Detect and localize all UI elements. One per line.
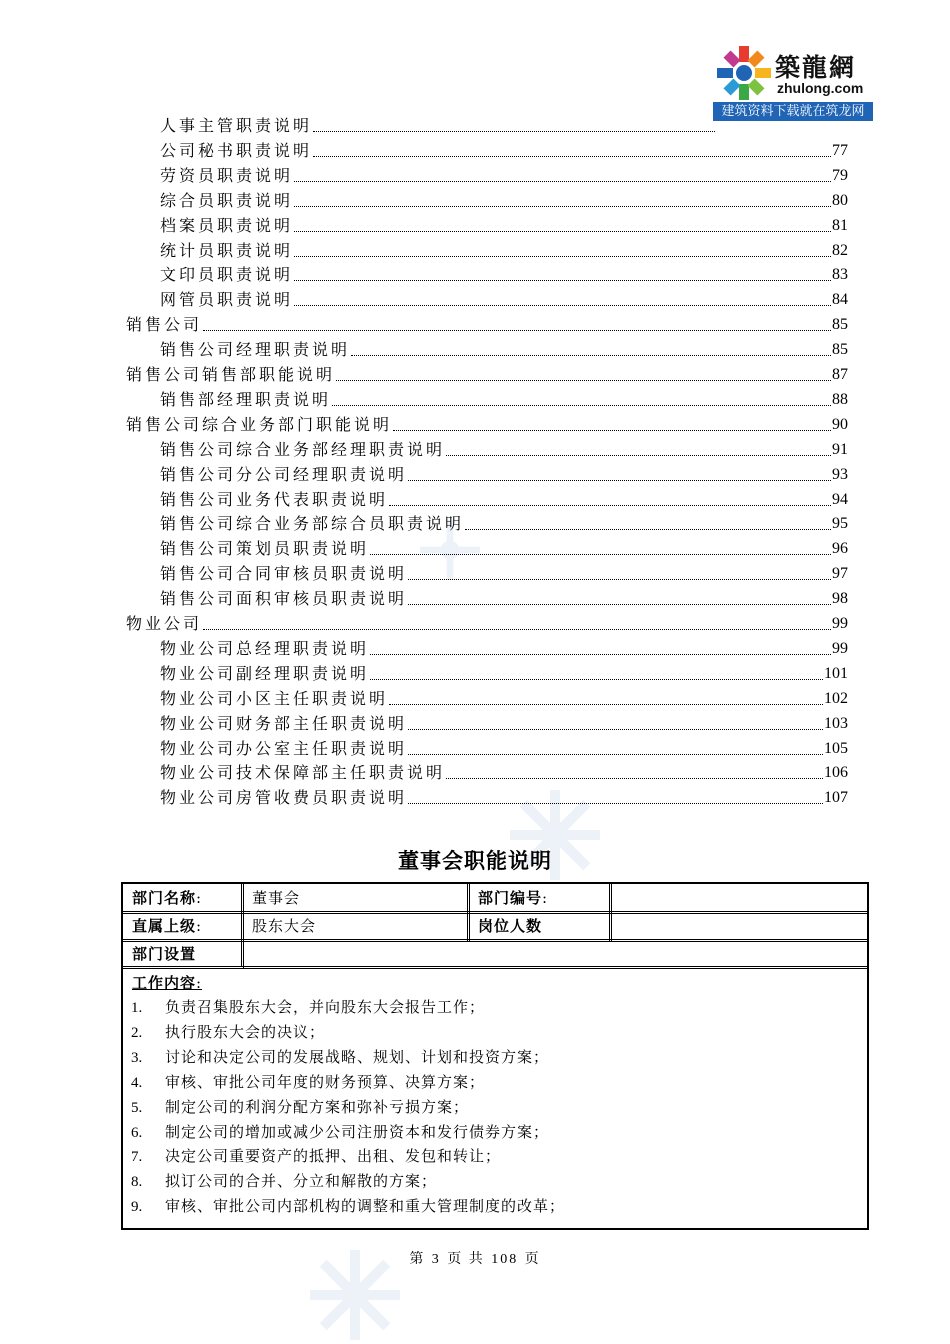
work-item-number: 4.	[131, 1074, 143, 1091]
toc-entry-page: 79	[832, 166, 848, 184]
toc-entry[interactable]	[160, 760, 848, 784]
logo-tagline: 建筑资料下载就在筑龙网	[713, 102, 873, 121]
work-item-number: 1.	[131, 1000, 143, 1016]
setup-label: 部门设置	[132, 945, 197, 963]
toc-entry[interactable]	[126, 312, 848, 336]
toc-leader-dots	[408, 728, 823, 730]
toc-entry-label: 销售公司面积审核员职责说明	[160, 589, 408, 609]
toc-entry[interactable]	[160, 213, 848, 237]
toc-leader-dots	[408, 753, 823, 755]
total-pages: 108	[491, 1252, 519, 1267]
table-divider	[123, 968, 867, 969]
table-divider	[123, 911, 867, 912]
work-item-text: 讨论和决定公司的发展战略、规划、计划和投资方案；	[165, 1047, 550, 1066]
toc-entry[interactable]	[160, 785, 848, 809]
table-divider	[241, 884, 242, 966]
toc-entry-label: 综合员职责说明	[160, 190, 294, 210]
work-item-text: 审核、审批公司年度的财务预算、决算方案；	[165, 1072, 486, 1091]
toc-entry[interactable]	[160, 536, 848, 560]
toc-entry-label: 销售公司综合业务部经理职责说明	[160, 439, 446, 459]
work-item-number: 3.	[131, 1049, 143, 1066]
toc-entry-page: 94	[832, 490, 848, 508]
toc-entry-page: 84	[832, 291, 848, 309]
toc-leader-dots	[408, 578, 831, 580]
toc-entry-label: 物业公司财务部主任职责说明	[160, 713, 408, 733]
dept-code-label-cell: 部门编号:	[478, 889, 549, 907]
page-footer: 第 3 页 共 108 页	[409, 1252, 541, 1267]
toc-entry-label: 销售公司策划员职责说明	[160, 539, 370, 559]
toc-entry-label: 销售公司综合业务部综合员职责说明	[160, 514, 465, 534]
toc-leader-dots	[336, 379, 831, 381]
department-table	[121, 882, 869, 1230]
toc-entry[interactable]	[160, 113, 716, 137]
toc-entry-page: 91	[832, 440, 848, 458]
toc-entry-label: 销售公司合同审核员职责说明	[160, 564, 408, 584]
work-item-text: 执行股东大会的决议；	[165, 1022, 326, 1041]
toc-entry-label: 公司秘书职责说明	[160, 140, 313, 160]
toc-leader-dots	[370, 678, 823, 680]
headcount-label: 岗位人数	[478, 917, 543, 935]
toc-entry-page: 83	[832, 266, 848, 284]
toc-entry-page: 80	[832, 191, 848, 209]
toc-leader-dots	[389, 703, 823, 705]
toc-entry-label: 销售部经理职责说明	[160, 389, 332, 409]
work-item-text: 审核、审批公司内部机构的调整和重大管理制度的改革；	[165, 1197, 566, 1216]
work-content-heading: 工作内容:	[132, 974, 203, 992]
zhulong-logo-icon	[715, 44, 773, 102]
toc-leader-dots	[203, 628, 831, 630]
toc-entry[interactable]	[160, 736, 848, 760]
work-item	[131, 1171, 437, 1192]
work-item	[131, 1022, 325, 1043]
toc-entry[interactable]	[160, 636, 848, 660]
logo-domain: zhulong.com	[777, 80, 864, 96]
table-divider	[611, 884, 612, 941]
toc-entry-page: 85	[832, 316, 848, 334]
toc-leader-dots	[393, 429, 831, 431]
toc-entry-page: 97	[832, 565, 848, 583]
work-item-number: 7.	[131, 1149, 143, 1166]
toc-entry-page: 77	[832, 141, 848, 159]
toc-leader-dots	[370, 653, 831, 655]
table-divider	[467, 884, 468, 941]
toc-entry-page: 95	[832, 515, 848, 533]
toc-entry-label: 销售公司销售部职能说明	[126, 365, 336, 384]
toc-entry[interactable]	[160, 711, 848, 735]
toc-entry[interactable]	[160, 188, 848, 212]
toc-entry-label: 劳资员职责说明	[160, 165, 294, 185]
work-item-text: 拟订公司的合并、分立和解散的方案；	[165, 1172, 438, 1191]
toc-leader-dots	[408, 603, 831, 605]
toc-entry-label: 销售公司经理职责说明	[160, 340, 351, 360]
toc-entry[interactable]	[126, 611, 848, 635]
dept-name-label-cell: 部门名称:	[132, 889, 203, 907]
toc-entry-label: 物业公司小区主任职责说明	[160, 688, 389, 708]
toc-entry[interactable]	[126, 412, 848, 436]
toc-entry-label: 网管员职责说明	[160, 290, 294, 310]
toc-entry-page: 87	[832, 366, 848, 383]
zhulong-logo	[713, 42, 873, 122]
superior-label-cell: 直属上级:	[132, 917, 203, 935]
toc-entry-page: 102	[824, 689, 848, 707]
toc-leader-dots	[294, 304, 831, 306]
work-item-number: 8.	[131, 1174, 143, 1191]
toc-entry-label: 销售公司分公司经理职责说明	[160, 464, 408, 484]
toc-entry[interactable]	[160, 163, 848, 187]
toc-entry-label: 物业公司房管收费员职责说明	[160, 788, 408, 808]
toc-entry-page: 81	[832, 216, 848, 234]
work-item	[131, 997, 485, 1018]
toc-entry-page: 101	[824, 664, 848, 682]
superior-value: 股东大会	[252, 917, 317, 935]
toc-entry-label: 销售公司综合业务部门职能说明	[126, 414, 393, 434]
work-item-text: 制定公司的增加或减少公司注册资本和发行债券方案；	[165, 1122, 550, 1141]
toc-leader-dots	[446, 777, 823, 779]
toc-entry[interactable]	[160, 511, 848, 535]
toc-entry-page: 90	[832, 415, 848, 433]
toc-entry-page: 103	[824, 714, 848, 732]
toc-entry-page: 93	[832, 465, 848, 483]
toc-entry-label: 文印员职责说明	[160, 265, 294, 285]
work-item-text: 决定公司重要资产的抵押、出租、发包和转让；	[165, 1147, 502, 1166]
dept-name-value: 董事会	[252, 889, 301, 907]
toc-leader-dots	[408, 802, 823, 804]
toc-leader-dots	[203, 329, 831, 331]
toc-entry[interactable]	[160, 586, 848, 610]
toc-entry-label: 物业公司技术保障部主任职责说明	[160, 763, 446, 783]
toc-entry[interactable]	[160, 561, 848, 585]
toc-entry-label: 物业公司办公室主任职责说明	[160, 738, 408, 758]
work-item	[131, 1047, 549, 1068]
toc-entry-label: 物业公司	[126, 614, 203, 633]
toc-entry-page: 105	[824, 739, 848, 757]
work-item-text: 制定公司的利润分配方案和弥补亏损方案；	[165, 1097, 470, 1116]
work-item	[131, 1072, 485, 1093]
toc-entry-label: 销售公司	[126, 315, 203, 335]
toc-entry[interactable]	[160, 287, 848, 311]
work-item	[131, 1097, 469, 1118]
toc-entry-page: 107	[824, 789, 848, 807]
toc-entry-page: 99	[832, 639, 848, 657]
work-item	[131, 1146, 501, 1167]
toc-leader-dots	[294, 180, 831, 182]
logo-name: 築龍網	[775, 53, 857, 82]
toc-leader-dots	[313, 155, 831, 157]
toc-entry[interactable]	[160, 238, 848, 262]
toc-entry[interactable]	[160, 661, 848, 685]
table-divider	[609, 884, 610, 941]
work-item	[131, 1122, 549, 1143]
toc-leader-dots	[332, 404, 831, 406]
work-item-text: 负责召集股东大会，并向股东大会报告工作；	[165, 998, 486, 1016]
section-title: 董事会职能说明	[398, 848, 552, 873]
toc-leader-dots	[465, 528, 831, 530]
toc-entry-page: 88	[832, 390, 848, 408]
toc-entry-label: 人事主管职责说明	[160, 116, 313, 135]
toc-entry[interactable]	[160, 462, 848, 486]
toc-entry-label: 统计员职责说明	[160, 240, 294, 260]
work-item-number: 2.	[131, 1024, 143, 1041]
toc-leader-dots	[294, 279, 831, 281]
toc-leader-dots	[294, 205, 831, 207]
toc-entry-page: 99	[832, 615, 848, 632]
toc-leader-dots	[294, 230, 831, 232]
work-item-number: 9.	[131, 1199, 143, 1216]
toc-leader-dots	[351, 354, 831, 356]
toc-entry[interactable]	[160, 138, 848, 162]
toc-entry[interactable]	[160, 686, 848, 710]
toc-entry-label: 档案员职责说明	[160, 215, 294, 235]
toc-entry[interactable]	[160, 437, 848, 461]
toc-entry-page: 96	[832, 540, 848, 558]
toc-leader-dots	[370, 553, 831, 555]
toc-entry-page: 106	[824, 764, 848, 782]
toc-entry[interactable]	[160, 262, 848, 286]
toc-leader-dots	[408, 479, 831, 481]
toc-entry-label: 物业公司副经理职责说明	[160, 663, 370, 683]
toc-entry-page: 98	[832, 590, 848, 608]
toc-entry[interactable]	[160, 387, 848, 411]
toc-entry-page: 82	[832, 241, 848, 259]
toc-entry[interactable]	[160, 337, 848, 361]
toc-leader-dots	[294, 255, 831, 257]
work-item-number: 5.	[131, 1099, 143, 1116]
toc-leader-dots	[313, 130, 715, 132]
work-item	[131, 1196, 565, 1217]
toc-leader-dots	[446, 454, 831, 456]
toc-entry-label: 物业公司总经理职责说明	[160, 638, 370, 658]
current-page: 3	[431, 1252, 441, 1267]
work-item-number: 6.	[131, 1124, 143, 1141]
toc-entry[interactable]	[160, 487, 848, 511]
toc-entry-label: 销售公司业务代表职责说明	[160, 489, 389, 509]
toc-entry-page: 85	[832, 341, 848, 359]
table-divider	[123, 939, 867, 940]
toc-leader-dots	[389, 504, 831, 506]
toc-entry[interactable]	[126, 362, 848, 386]
